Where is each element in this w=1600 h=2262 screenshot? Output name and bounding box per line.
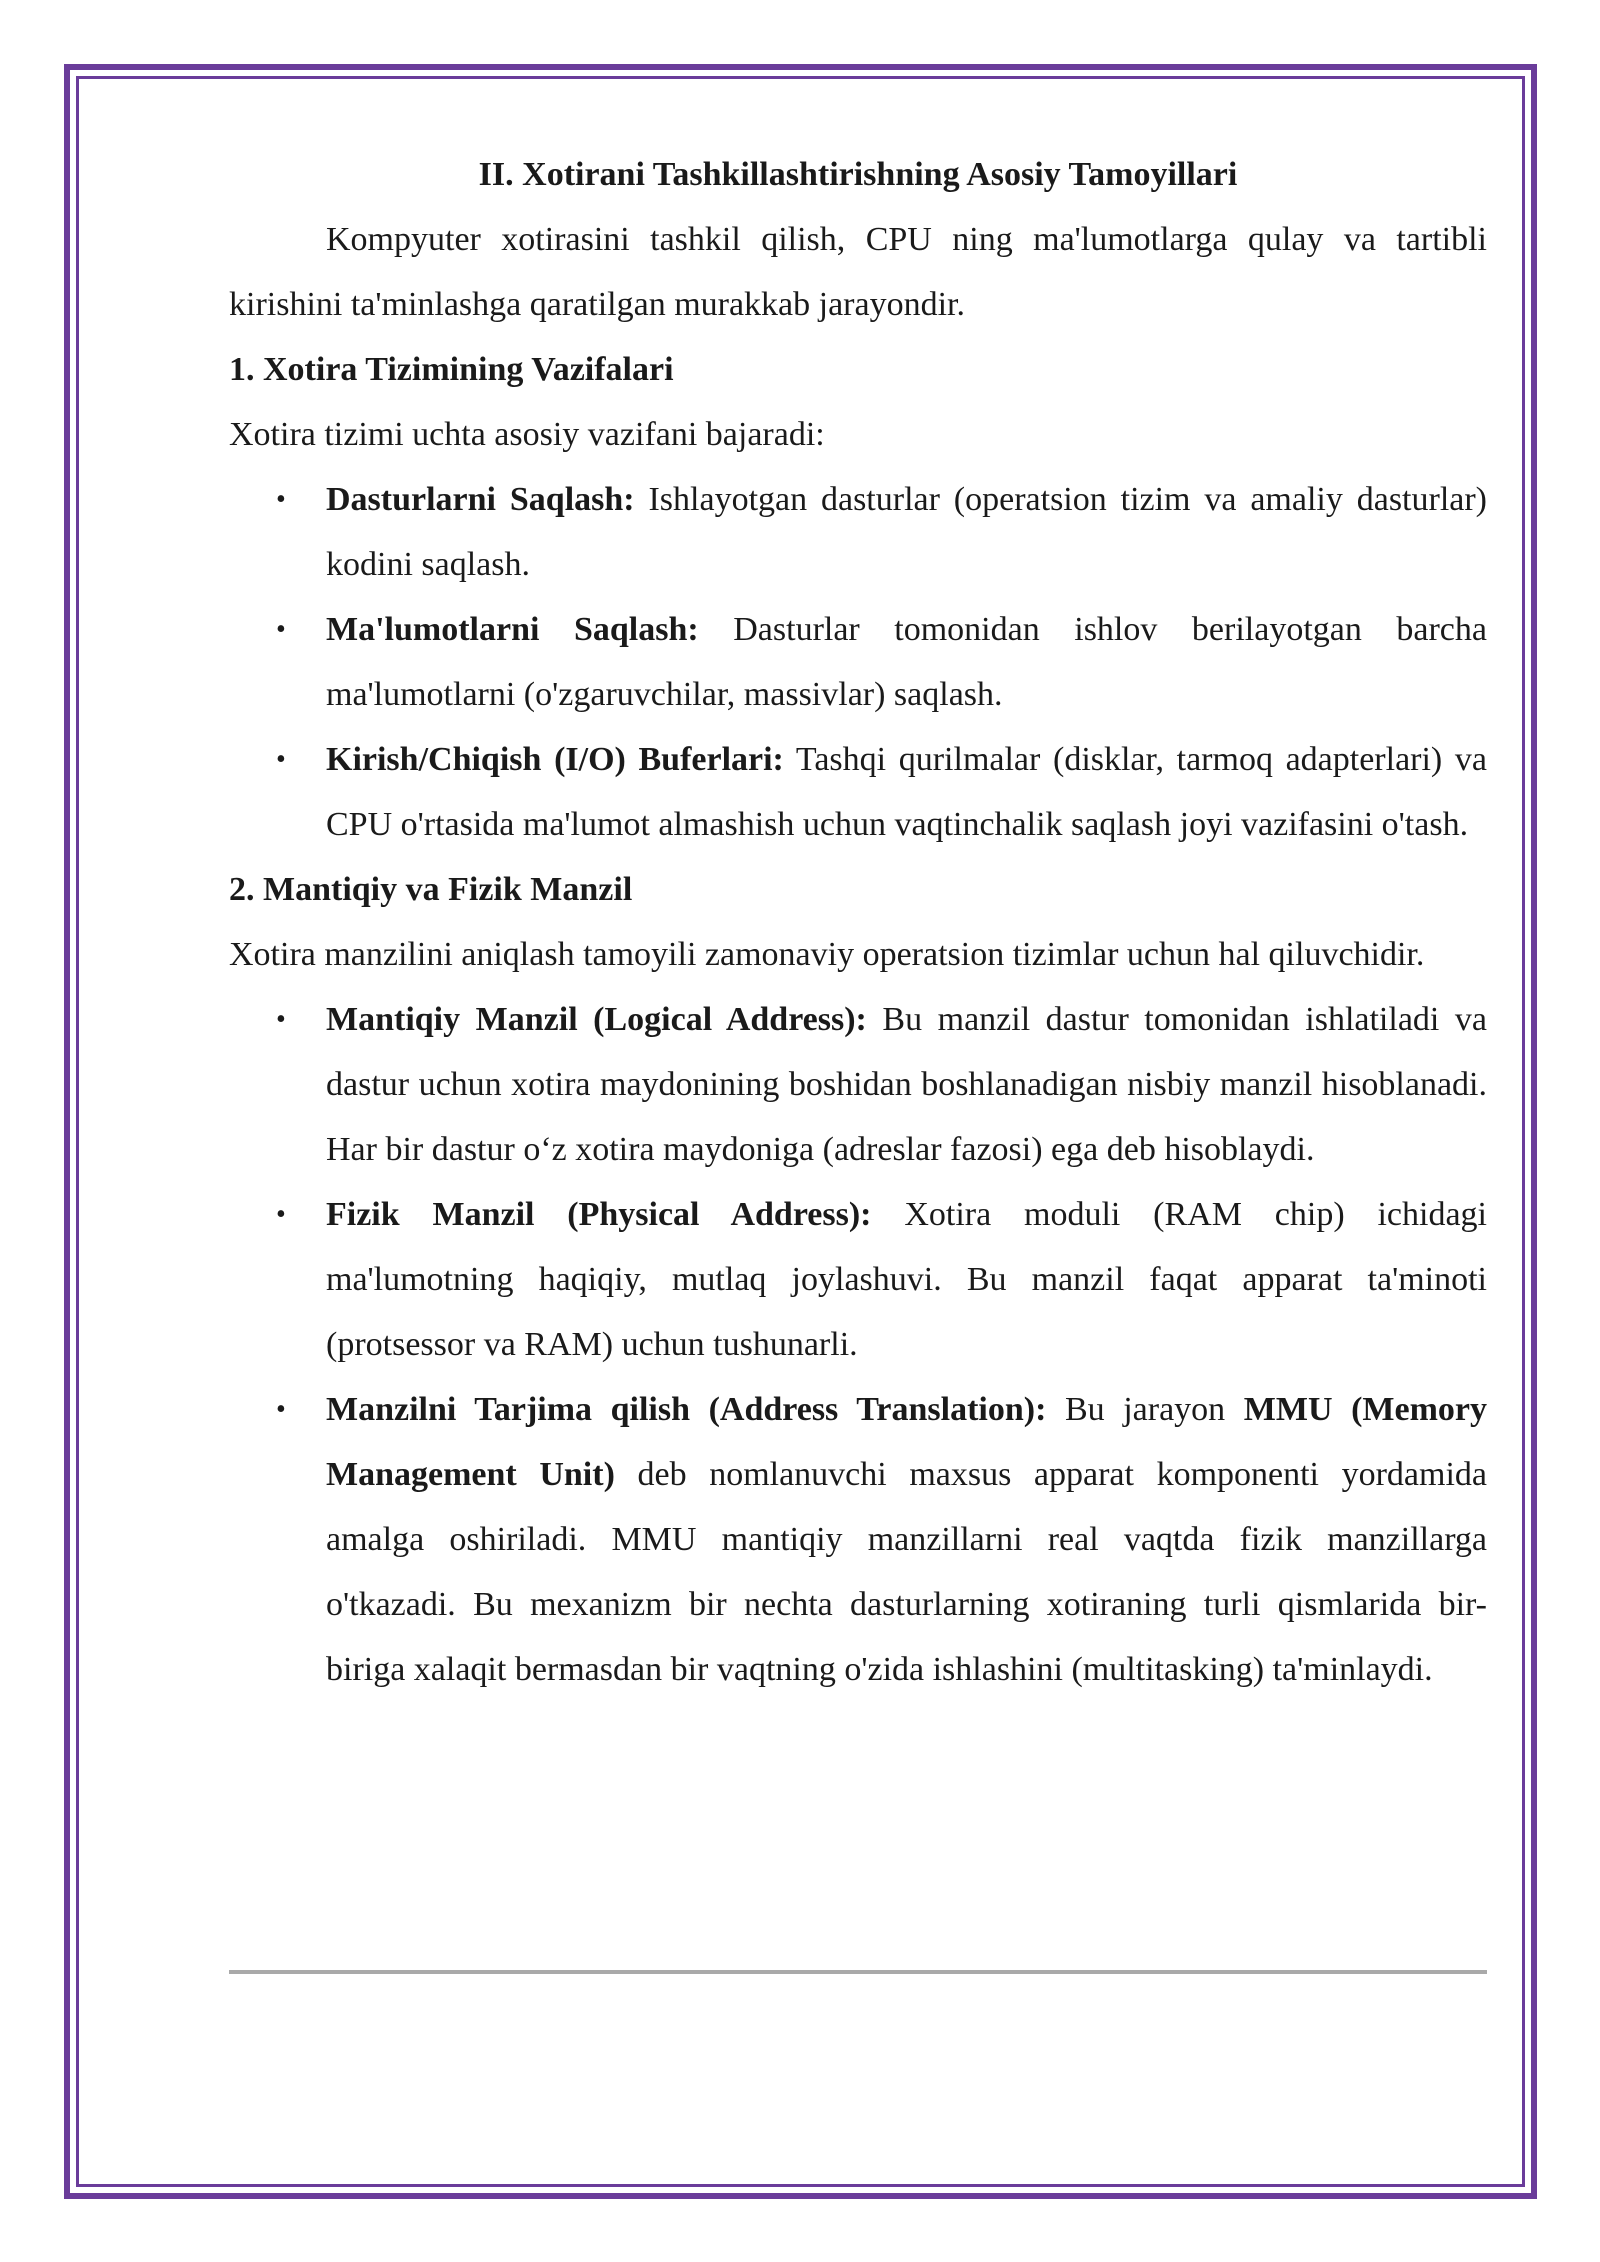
section-2-lead: Xotira manzilini aniqlash tamoyili zamonaviy operatsion tizimlar uchun hal qiluvchidir. xyxy=(229,936,1425,973)
list-item xyxy=(276,597,1487,727)
section-1-title: 1. Xotira Tizimining Vazifalari xyxy=(229,351,674,388)
document-body xyxy=(229,142,1487,1702)
list-item xyxy=(276,727,1487,857)
mmu-term: MMU (Memory Management Unit) xyxy=(326,1391,1487,1493)
list-item-text: Xotira moduli (RAM chip) ichidagi ma'lumotning haqiqiy, mutlaq joylashuvi. Bu manzil faqat apparat ta'minoti (protsessor va RAM) uchun tushunarli. xyxy=(326,1196,1487,1363)
list-item-term: Mantiqiy Manzil (Logical Address): xyxy=(326,1001,867,1038)
list-item xyxy=(276,1182,1487,1377)
list-item-text: Bu manzil dastur tomonidan ishlatiladi va dastur uchun xotira maydonining boshidan boshlanadigan nisbiy manzil hisoblanadi. Har bir dastur o‘z xotira maydoniga (adreslar fazosi) ega deb hisoblaydi. xyxy=(326,1001,1487,1168)
section-2-list xyxy=(229,987,1487,1702)
list-item-text: Tashqi qurilmalar (disklar, tarmoq adapterlari) va CPU o'rtasida ma'lumot almashish uchun vaqtinchalik saqlash joyi vazifasini o'tash. xyxy=(326,741,1487,843)
bullet-icon: • xyxy=(276,614,286,645)
bullet-icon: • xyxy=(276,744,286,775)
bullet-icon: • xyxy=(276,1199,286,1230)
list-item-term: Manzilni Tarjima qilish (Address Translation): xyxy=(326,1391,1047,1428)
list-item xyxy=(276,987,1487,1182)
bullet-icon: • xyxy=(276,484,286,515)
list-item-term: Dasturlarni Saqlash: xyxy=(326,481,635,518)
section-2-title: 2. Mantiqiy va Fizik Manzil xyxy=(229,871,633,908)
list-item-text-cont: deb nomlanuvchi maxsus apparat komponenti yordamida amalga oshiriladi. MMU mantiqiy manzillarni real vaqtda fizik manzillarga o'tkazadi. Bu mexanizm bir nechta dasturlarning xotiraning turli qismlarida bir-biriga xalaqit bermasdan bir vaqtning o'zida ishlashini (multitasking) ta'minlaydi. xyxy=(326,1456,1488,1688)
bullet-icon: • xyxy=(276,1394,286,1425)
list-item-term: Kirish/Chiqish (I/O) Buferlari: xyxy=(326,741,784,778)
list-item-text: Dasturlar tomonidan ishlov berilayotgan barcha ma'lumotlarni (o'zgaruvchilar, massivlar) saqlash. xyxy=(326,611,1487,713)
list-item xyxy=(276,467,1487,597)
page-title: II. Xotirani Tashkillashtirishning Asosiy Tamoyillari xyxy=(478,156,1238,193)
list-item-term: Fizik Manzil (Physical Address): xyxy=(326,1196,872,1233)
bottom-divider xyxy=(229,1970,1487,1974)
list-item-text: Bu jarayon xyxy=(1046,1391,1244,1428)
intro-paragraph: Kompyuter xotirasini tashkil qilish, CPU ning ma'lumotlarga qulay va tartibli kirishini ta'minlashga qaratilgan murakkab jarayondir. xyxy=(229,221,1487,323)
list-item-text: Ishlayotgan dasturlar (operatsion tizim va amaliy dasturlar) kodini saqlash. xyxy=(326,481,1487,583)
section-1-list xyxy=(229,467,1487,857)
bullet-icon: • xyxy=(276,1004,286,1035)
list-item xyxy=(276,1377,1488,1702)
list-item-term: Ma'lumotlarni Saqlash: xyxy=(326,611,699,648)
section-1-lead: Xotira tizimi uchta asosiy vazifani bajaradi: xyxy=(229,416,825,453)
